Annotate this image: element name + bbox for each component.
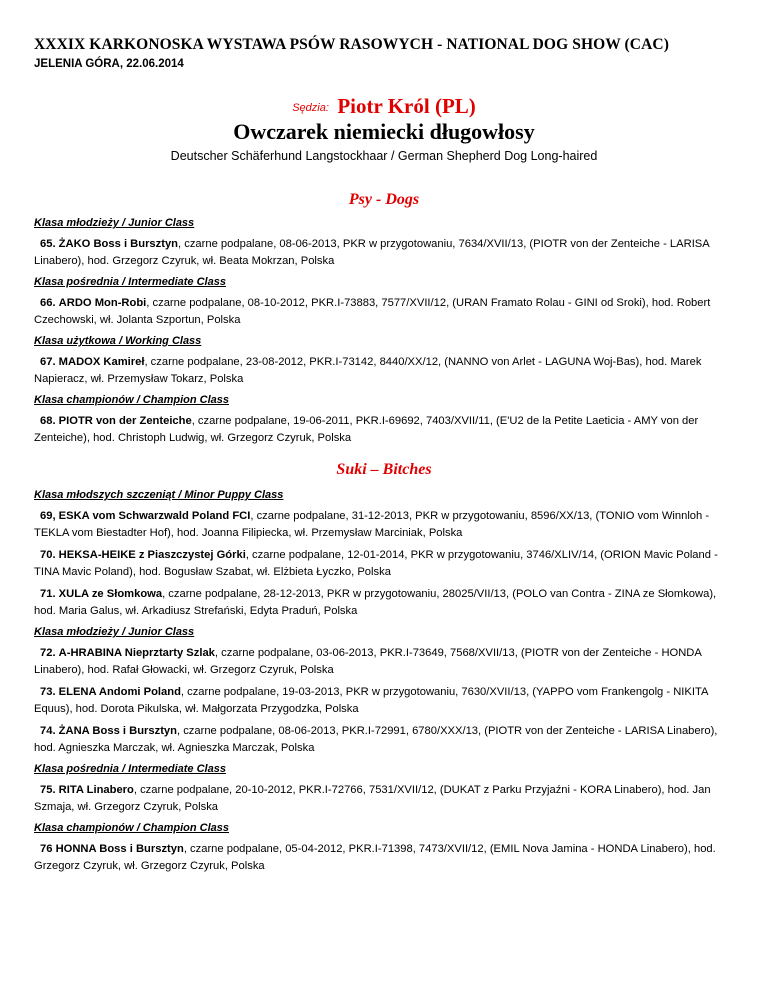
entry-details: , czarne podpalane, 19-06-2011, PKR.I-69692, 7403/XVII/11, (E'U2 de la Petite Laeticia - AMY von der Zenteiche), hod. Christoph Ludwig, wł. Grzegorz Czyruk, Polska [34,415,699,444]
entry-number: 67. [40,356,56,368]
show-location-date: JELENIA GÓRA, 22.06.2014 [34,58,184,70]
entry-number: 69, [40,510,56,522]
dog-entry [34,413,734,447]
dog-name: PIOTR von der Zenteiche [58,415,192,427]
entry-number: 65. [40,238,56,250]
entries-container [34,191,734,875]
dog-name: ELENA Andomi Poland [58,686,181,698]
dog-name: ŻAKO Boss i Bursztyn [58,238,179,250]
judge-line [34,96,734,117]
entry-details: , czarne podpalane, 08-06-2013, PKR.I-72991, 6780/XXX/13, (PIOTR von der Zenteiche - LARISA Linabero), hod. Agnieszka Marczak, wł. Agnieszka Marczak, Polska [34,725,718,754]
entry-details: , czarne podpalane, 03-06-2013, PKR.I-73649, 7568/XVII/13, (PIOTR von der Zenteiche - HONDA Linabero), hod. Rafał Głowacki, wł. Grzegorz Czyruk, Polska [34,647,702,676]
judge-label: Sędzia: [292,102,329,114]
dog-entry [34,508,734,542]
judge-name: Piotr Król (PL) [337,94,476,118]
dog-entry [34,547,734,581]
dog-entry [34,354,734,388]
dog-entry [34,236,734,270]
entry-details: , czarne podpalane, 08-06-2013, PKR w przygotowaniu, 7634/XVII/13, (PIOTR von der Zenteiche - LARISA Linabero), hod. Grzegorz Czyruk, wł. Beata Mokrzan, Polska [34,238,710,267]
dog-name: ARDO Mon-Robi [58,297,147,309]
entry-details: , czarne podpalane, 08-10-2012, PKR.I-73883, 7577/XVII/12, (URAN Framato Rolau - GINI od Sroki), hod. Robert Czechowski, wł. Jolanta Szportun, Polska [34,297,711,326]
breed-name: Owczarek niemiecki długowłosy [233,119,535,144]
entry-number: 68. [40,415,56,427]
class-heading: Klasa użytkowa / Working Class [34,335,202,347]
class-heading: Klasa pośrednia / Intermediate Class [34,276,226,288]
entry-details: , czarne podpalane, 28-12-2013, PKR w przygotowaniu, 28025/VII/13, (POLO van Contra - ZINA ze Słomkowa), hod. Maria Galus, wł. Arkadiusz Strefański, Edyta Praduń, Polska [34,588,717,617]
entry-number: 76 [40,843,53,855]
entry-details: , czarne podpalane, 31-12-2013, PKR w przygotowaniu, 8596/XX/13, (TONIO vom Winnloh - TEKLA vom Biestadter Hof), hod. Joanna Filipiecka, wł. Przemysław Marciniak, Polska [34,510,710,539]
entry-number: 66. [40,297,56,309]
dog-name: A-HRABINA Nieprztarty Szlak [58,647,215,659]
entry-number: 74. [40,725,56,737]
dog-name: HEKSA-HEIKE z Piaszczystej Górki [58,549,246,561]
class-heading: Klasa młodzieży / Junior Class [34,217,195,229]
entry-number: 70. [40,549,56,561]
entry-number: 72. [40,647,56,659]
class-heading: Klasa pośrednia / Intermediate Class [34,763,226,775]
entry-number: 73. [40,686,56,698]
dog-entry [34,295,734,329]
class-heading: Klasa championów / Champion Class [34,822,229,834]
section-heading-bitches: Suki – Bitches [336,461,432,478]
dog-entry [34,723,734,757]
dog-entry [34,782,734,816]
class-heading: Klasa championów / Champion Class [34,394,229,406]
dog-name: XULA ze Słomkowa [58,588,163,600]
entry-details: , czarne podpalane, 12-01-2014, PKR w przygotowaniu, 3746/XLIV/14, (ORION Mavic Poland - TINA Mavic Poland), hod. Bogusław Szabat, wł. Elżbieta Łyczko, Polska [34,549,718,578]
section-heading-dogs: Psy - Dogs [348,191,420,208]
entry-number: 75. [40,784,56,796]
entry-details: , czarne podpalane, 23-08-2012, PKR.I-73142, 8440/XX/12, (NANNO von Arlet - LAGUNA Woj-Bas), hod. Marek Napieracz, wł. Przemysław Tokarz, Polska [34,356,702,385]
show-title: XXXIX KARKONOSKA WYSTAWA PSÓW RASOWYCH - NATIONAL DOG SHOW (CAC) [34,36,669,53]
entry-number: 71. [40,588,56,600]
dog-name: ŻANA Boss i Bursztyn [58,725,177,737]
entry-details: , czarne podpalane, 20-10-2012, PKR.I-72766, 7531/XVII/12, (DUKAT z Parku Przyjaźni - KORA Linabero), hod. Jan Szmaja, wł. Grzegorz Czyruk, Polska [34,784,711,813]
dog-name: HONNA Boss i Bursztyn [55,843,184,855]
class-heading: Klasa młodzieży / Junior Class [34,626,195,638]
entry-details: , czarne podpalane, 05-04-2012, PKR.I-71398, 7473/XVII/12, (EMIL Nova Jamina - HONDA Linabero), hod. Grzegorz Czyruk, wł. Grzegorz Czyruk, Polska [34,843,716,872]
dog-entry [34,841,734,875]
dog-name: RITA Linabero [58,784,134,796]
dog-entry [34,684,734,718]
dog-entry [34,645,734,679]
dog-name: MADOX Kamireł [58,356,145,368]
entry-details: , czarne podpalane, 19-03-2013, PKR w przygotowaniu, 7630/XVII/13, (YAPPO vom Frankengolg - NIKITA Equus), hod. Dorota Pikulska, wł. Małgorzata Przygodzka, Polska [34,686,708,715]
class-heading: Klasa młodszych szczeniąt / Minor Puppy Class [34,489,284,501]
dog-name: ESKA vom Schwarzwald Poland FCI [58,510,251,522]
dog-entry [34,586,734,620]
breed-alt-names: Deutscher Schäferhund Langstockhaar / German Shepherd Dog Long-haired [170,149,598,163]
